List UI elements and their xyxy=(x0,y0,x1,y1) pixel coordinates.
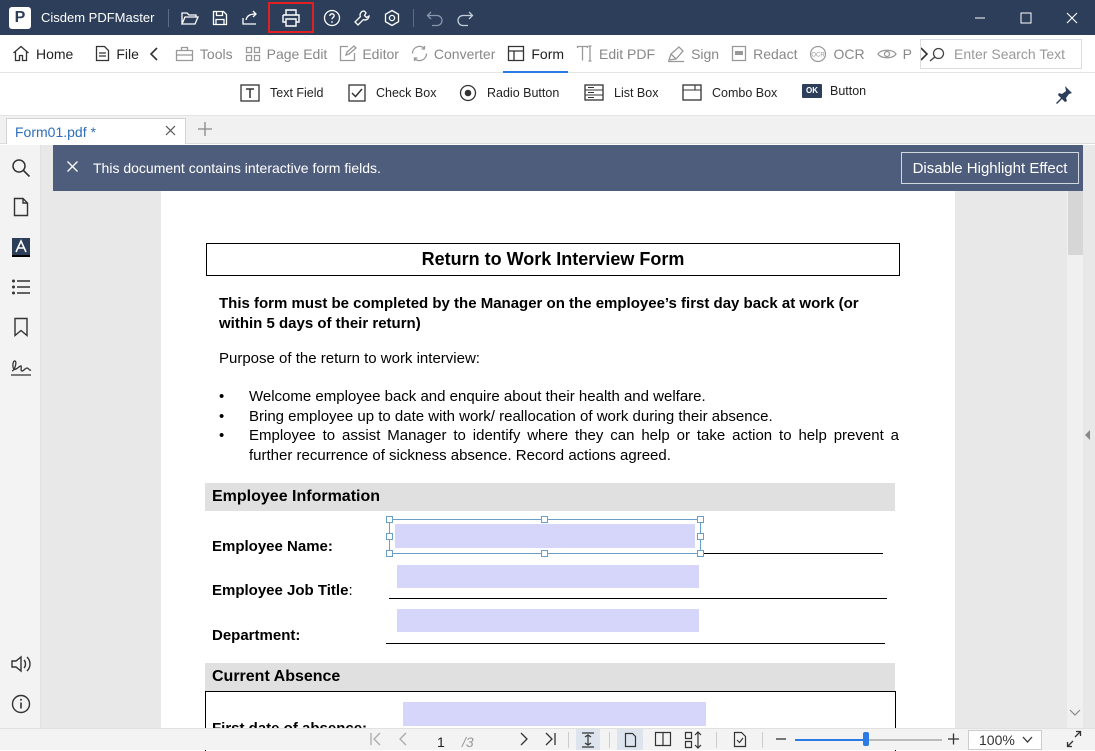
department-field[interactable] xyxy=(397,609,699,632)
wrench-icon[interactable] xyxy=(349,5,375,31)
resize-handle[interactable] xyxy=(697,516,704,523)
zoom-in-icon[interactable] xyxy=(947,732,960,746)
button-label: Button xyxy=(830,84,867,98)
radio-button-tool[interactable] xyxy=(459,84,559,102)
minimize-icon[interactable] xyxy=(957,0,1003,35)
redact-icon xyxy=(731,45,747,62)
chevron-left-icon xyxy=(149,47,159,61)
settings-icon[interactable] xyxy=(379,5,405,31)
signature-panel-icon[interactable] xyxy=(10,356,32,378)
ocr-label: OCR xyxy=(833,45,865,62)
form-title: Return to Work Interview Form xyxy=(206,243,900,276)
left-sidebar xyxy=(0,145,41,728)
first-page-icon[interactable] xyxy=(369,731,383,747)
main-toolbar xyxy=(0,35,1095,73)
tab-bar xyxy=(0,116,1095,144)
divider xyxy=(762,732,763,748)
single-page-icon[interactable] xyxy=(617,729,643,750)
current-absence-heading: Current Absence xyxy=(205,663,895,691)
pin-icon[interactable] xyxy=(1055,85,1073,104)
maximize-icon[interactable] xyxy=(1003,0,1049,35)
search-icon xyxy=(929,47,946,62)
pdf-page xyxy=(161,191,955,751)
resize-handle[interactable] xyxy=(386,516,393,523)
purpose-list xyxy=(219,387,899,465)
ocr-icon xyxy=(809,45,827,63)
tools-button[interactable] xyxy=(169,35,239,73)
radio-icon xyxy=(459,84,477,102)
text-panel-icon[interactable] xyxy=(10,236,32,258)
add-tab-icon[interactable] xyxy=(196,120,214,138)
job-title-field[interactable] xyxy=(397,565,699,588)
zoom-slider-fill xyxy=(795,739,866,741)
zoom-value: 100% xyxy=(979,732,1015,748)
file-label: File xyxy=(116,45,139,62)
employee-info-heading: Employee Information xyxy=(205,483,895,511)
save-icon[interactable] xyxy=(207,5,233,31)
page-edit-label: Page Edit xyxy=(266,45,328,62)
app-title: Cisdem PDFMaster xyxy=(41,10,155,25)
next-page-icon[interactable] xyxy=(518,731,530,747)
fit-height-icon[interactable] xyxy=(576,729,600,750)
extract-page-icon[interactable] xyxy=(733,731,747,748)
search-box xyxy=(920,39,1082,69)
divider xyxy=(168,9,169,27)
purpose-heading: Purpose of the return to work interview: xyxy=(219,350,480,367)
text-cursor-icon xyxy=(576,45,593,62)
two-page-icon[interactable] xyxy=(654,731,672,747)
info-icon[interactable] xyxy=(10,693,32,715)
form-icon xyxy=(507,45,525,62)
ocr-button[interactable] xyxy=(803,35,870,73)
redo-icon[interactable] xyxy=(452,5,478,31)
divider xyxy=(413,9,414,27)
pages-panel-icon[interactable] xyxy=(10,196,32,218)
form-instruction: This form must be completed by the Manager on the employee’s first day back at work (or within 5 days of their return) xyxy=(219,295,859,332)
home-label: Home xyxy=(36,45,74,62)
app-logo: P xyxy=(9,7,31,29)
resize-handle[interactable] xyxy=(541,550,548,557)
protect-button[interactable] xyxy=(871,35,915,73)
doc-tab-label: Form01.pdf * xyxy=(15,123,96,140)
divider xyxy=(716,732,717,748)
job-title-label xyxy=(212,582,353,599)
page-edit-button[interactable] xyxy=(239,35,334,73)
list-item: • Welcome employee back and enquire about their health and welfare. xyxy=(219,387,899,407)
list-item: • Bring employee up to date with work/ reallocation of work during their absence. xyxy=(219,407,899,427)
text-field-label: Text Field xyxy=(270,86,324,100)
underline xyxy=(386,643,885,644)
checkbox-icon xyxy=(348,84,366,102)
resize-handle[interactable] xyxy=(697,550,704,557)
sign-label: Sign xyxy=(691,45,720,62)
list-box-label: List Box xyxy=(614,85,659,100)
resize-handle[interactable] xyxy=(541,516,548,523)
tools-label: Tools xyxy=(199,45,233,62)
check-box-tool[interactable] xyxy=(348,84,436,102)
department-label: Department: xyxy=(212,627,301,644)
converter-label: Converter xyxy=(433,45,496,62)
search-panel-icon[interactable] xyxy=(10,157,32,179)
form-notice-bar xyxy=(53,145,1083,191)
chevron-down-icon xyxy=(1022,736,1033,744)
zoom-select[interactable] xyxy=(968,730,1042,750)
list-item: • Employee to assist Manager to identify where they can help or take action to help prevent a further recurrence of sickness absence. Record actions agreed. xyxy=(219,426,899,465)
protect-label: P xyxy=(902,45,912,62)
bookmark-panel-icon[interactable] xyxy=(10,316,32,338)
resize-handle[interactable] xyxy=(386,550,393,557)
close-notice-icon[interactable] xyxy=(66,160,79,173)
list-box-icon xyxy=(584,84,604,101)
vertical-scrollbar[interactable] xyxy=(1067,191,1083,728)
job-title-colon: : xyxy=(348,582,353,599)
scrollbar-thumb[interactable] xyxy=(1068,191,1083,255)
scroll-down-icon[interactable] xyxy=(1069,709,1081,717)
employee-name-label: Employee Name: xyxy=(212,538,333,555)
editor-label: Editor xyxy=(362,45,399,62)
outline-panel-icon[interactable] xyxy=(10,276,32,298)
expand-right-panel-icon[interactable] xyxy=(1084,429,1091,441)
selection-frame[interactable] xyxy=(389,519,701,554)
underline xyxy=(389,598,887,599)
combo-box-icon xyxy=(682,84,702,101)
page-total: /3 xyxy=(462,734,474,750)
combo-box-label: Combo Box xyxy=(712,85,778,100)
redact-label: Redact xyxy=(753,45,798,62)
fullscreen-icon[interactable] xyxy=(1066,730,1082,748)
form-toolbar xyxy=(0,74,1095,116)
redact-button[interactable] xyxy=(725,35,803,73)
zoom-out-icon[interactable] xyxy=(775,732,787,746)
first-date-field[interactable] xyxy=(403,702,706,726)
resize-handle[interactable] xyxy=(697,533,704,540)
scroll-mode-icon[interactable] xyxy=(684,731,702,749)
divider xyxy=(568,732,569,748)
text-field-icon xyxy=(240,84,260,102)
eye-icon xyxy=(877,47,897,61)
disable-highlight-button[interactable]: Disable Highlight Effect xyxy=(901,152,1079,184)
converter-button[interactable] xyxy=(405,35,501,73)
toolbox-icon xyxy=(175,46,194,62)
sign-button[interactable] xyxy=(661,35,725,73)
edit-icon xyxy=(339,45,356,62)
previous-page-icon[interactable] xyxy=(397,731,409,747)
button-tool[interactable] xyxy=(802,84,866,98)
home-button[interactable] xyxy=(6,35,79,73)
editor-button[interactable] xyxy=(333,35,405,73)
open-folder-icon[interactable] xyxy=(177,5,203,31)
ok-button-icon: OK xyxy=(802,84,822,98)
divider xyxy=(609,732,610,748)
form-label: Form xyxy=(531,45,565,62)
title-bar xyxy=(0,0,1095,35)
file-button[interactable] xyxy=(89,35,145,73)
document-viewport xyxy=(41,145,1095,728)
radio-button-label: Radio Button xyxy=(487,86,560,100)
zoom-slider-handle[interactable] xyxy=(863,732,869,746)
list-box-tool[interactable] xyxy=(584,84,658,101)
svg-text:OCR: OCR xyxy=(811,52,826,58)
help-icon[interactable] xyxy=(319,5,345,31)
text-field-tool[interactable] xyxy=(240,84,324,102)
pen-icon xyxy=(667,45,685,62)
edit-pdf-label: Edit PDF xyxy=(599,45,656,62)
print-icon[interactable] xyxy=(268,2,314,33)
check-box-label: Check Box xyxy=(376,86,437,100)
scroll-left-button[interactable] xyxy=(145,35,169,73)
status-bar xyxy=(0,728,1095,750)
form-tab[interactable] xyxy=(501,35,570,73)
resize-handle[interactable] xyxy=(386,533,393,540)
grid-icon xyxy=(245,46,261,62)
read-aloud-icon[interactable] xyxy=(10,653,32,675)
close-icon[interactable] xyxy=(1049,0,1095,35)
search-input[interactable] xyxy=(954,46,1082,62)
convert-icon xyxy=(411,45,428,62)
notice-text: This document contains interactive form fields. xyxy=(93,160,381,176)
share-icon[interactable] xyxy=(237,5,263,31)
job-title-text: Employee Job Title xyxy=(212,582,349,599)
undo-icon[interactable] xyxy=(422,5,448,31)
current-page[interactable]: 1 xyxy=(437,734,445,750)
edit-pdf-button[interactable] xyxy=(570,35,661,73)
home-icon xyxy=(12,45,30,62)
combo-box-tool[interactable] xyxy=(682,84,777,101)
close-tab-icon[interactable] xyxy=(164,124,177,137)
doc-tab[interactable] xyxy=(6,118,186,144)
last-page-icon[interactable] xyxy=(543,731,557,747)
file-icon xyxy=(95,45,110,62)
